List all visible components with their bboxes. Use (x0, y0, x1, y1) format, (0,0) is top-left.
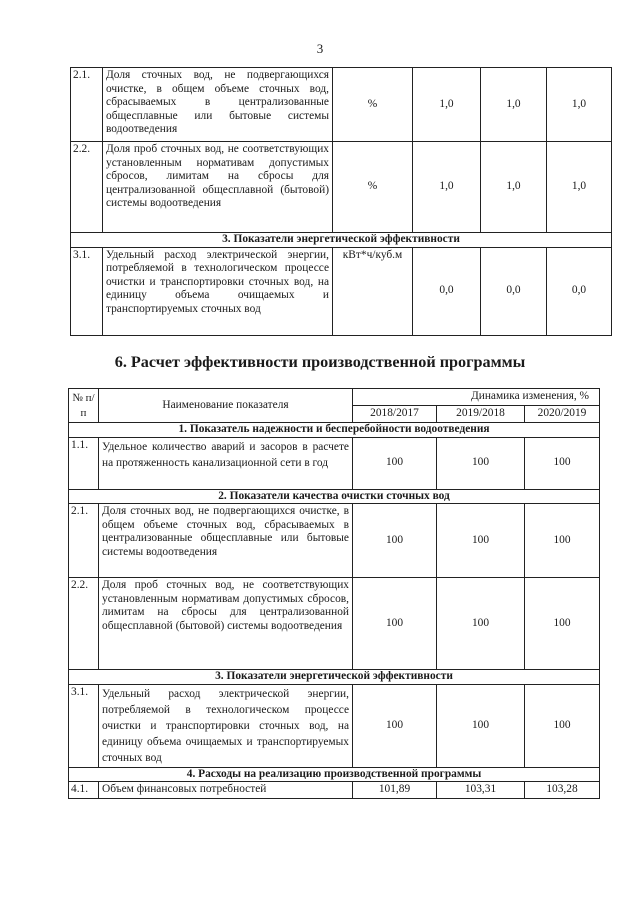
value-cell: 1,0 (547, 68, 612, 142)
unit-cell: % (333, 68, 413, 142)
column-header-name: Наименование показателя (99, 389, 353, 423)
indicator-name: Удельный расход электрической энергии, потребляемой в технологическом процессе очистки и транспортировки сточных вод, на единицу объема очищаемых и транспортируемых сточных вод (103, 247, 333, 335)
value-cell: 1,0 (481, 142, 547, 233)
column-header-dynamics: Динамика изменения, % (353, 389, 600, 406)
indicator-name: Доля сточных вод, не подвергающихся очистке, в общем объеме сточных вод, сбрасываемых в централизованные общесплавные или бытовые системы водоотведения (103, 68, 333, 142)
section-title: 3. Показатели энергетической эффективности (71, 233, 612, 248)
section-title: 3. Показатели энергетической эффективности (69, 670, 600, 685)
value-cell: 0,0 (413, 247, 481, 335)
indicators-table-continued (70, 67, 612, 336)
value-cell: 100 (437, 437, 525, 489)
value-cell: 1,0 (413, 68, 481, 142)
table-row (71, 247, 612, 335)
value-cell: 101,89 (353, 782, 437, 799)
table-row (69, 684, 600, 767)
indicator-name: Доля проб сточных вод, не соответствующих установленным нормативам допустимых сбросов, лимитам на сбросы для централизованной общесплавной (бытовой) системы водоотведения (99, 578, 353, 670)
value-cell: 100 (525, 504, 600, 578)
value-cell: 100 (525, 684, 600, 767)
section-title: 1. Показатель надежности и бесперебойности водоотведения (69, 423, 600, 438)
value-cell: 100 (353, 578, 437, 670)
section-header-row (69, 489, 600, 504)
value-cell: 103,28 (525, 782, 600, 799)
table-row (69, 504, 600, 578)
indicator-name: Объем финансовых потребностей (99, 782, 353, 799)
value-cell: 1,0 (481, 68, 547, 142)
value-cell: 0,0 (481, 247, 547, 335)
table-header-row (69, 389, 600, 406)
table-row (71, 68, 612, 142)
efficiency-table (68, 388, 600, 799)
period-header: 2018/2017 (353, 406, 437, 423)
value-cell: 103,31 (437, 782, 525, 799)
section-title: 2. Показатели качества очистки сточных вод (69, 489, 600, 504)
row-index: 3.1. (71, 247, 103, 335)
value-cell: 100 (353, 437, 437, 489)
table-row (69, 782, 600, 799)
section-header-row (69, 423, 600, 438)
table-row (71, 142, 612, 233)
value-cell: 100 (437, 684, 525, 767)
section-header-row (71, 233, 612, 248)
row-index: 4.1. (69, 782, 99, 799)
table-row (69, 578, 600, 670)
value-cell: 1,0 (547, 142, 612, 233)
row-index: 2.2. (69, 578, 99, 670)
section-title: 4. Расходы на реализацию производственной программы (69, 767, 600, 782)
row-index: 3.1. (69, 684, 99, 767)
indicator-name: Удельный расход электрической энергии, потребляемой в технологическом процессе очистки и транспортировки сточных вод, на единицу объема очищаемых и транспортируемых сточных вод (99, 684, 353, 767)
section-header-row (69, 767, 600, 782)
page-number: 3 (316, 41, 324, 56)
period-header: 2020/2019 (525, 406, 600, 423)
row-index: 2.2. (71, 142, 103, 233)
row-index: 2.1. (71, 68, 103, 142)
indicator-name: Удельное количество аварий и засоров в расчете на протяженность канализационной сети в год (99, 437, 353, 489)
value-cell: 1,0 (413, 142, 481, 233)
value-cell: 100 (525, 437, 600, 489)
row-index: 1.1. (69, 437, 99, 489)
period-header: 2019/2018 (437, 406, 525, 423)
value-cell: 100 (437, 578, 525, 670)
indicator-name: Доля проб сточных вод, не соответствующих установленным нормативам допустимых сбросов, лимитам на сбросы для централизованной общесплавной (бытовой) системы водоотведения (103, 142, 333, 233)
table-row (69, 437, 600, 489)
section-header-row (69, 670, 600, 685)
indicator-name: Доля сточных вод, не подвергающихся очистке, в общем объеме сточных вод, сбрасываемых в централизованные общесплавные или бытовые системы водоотведения (99, 504, 353, 578)
value-cell: 100 (353, 684, 437, 767)
unit-cell: % (333, 142, 413, 233)
section-heading: 6. Расчет эффективности производственной программы (114, 353, 526, 371)
value-cell: 100 (353, 504, 437, 578)
value-cell: 100 (525, 578, 600, 670)
column-header-number: № п/п (69, 389, 99, 423)
unit-cell: кВт*ч/куб.м (333, 247, 413, 335)
value-cell: 100 (437, 504, 525, 578)
value-cell: 0,0 (547, 247, 612, 335)
row-index: 2.1. (69, 504, 99, 578)
